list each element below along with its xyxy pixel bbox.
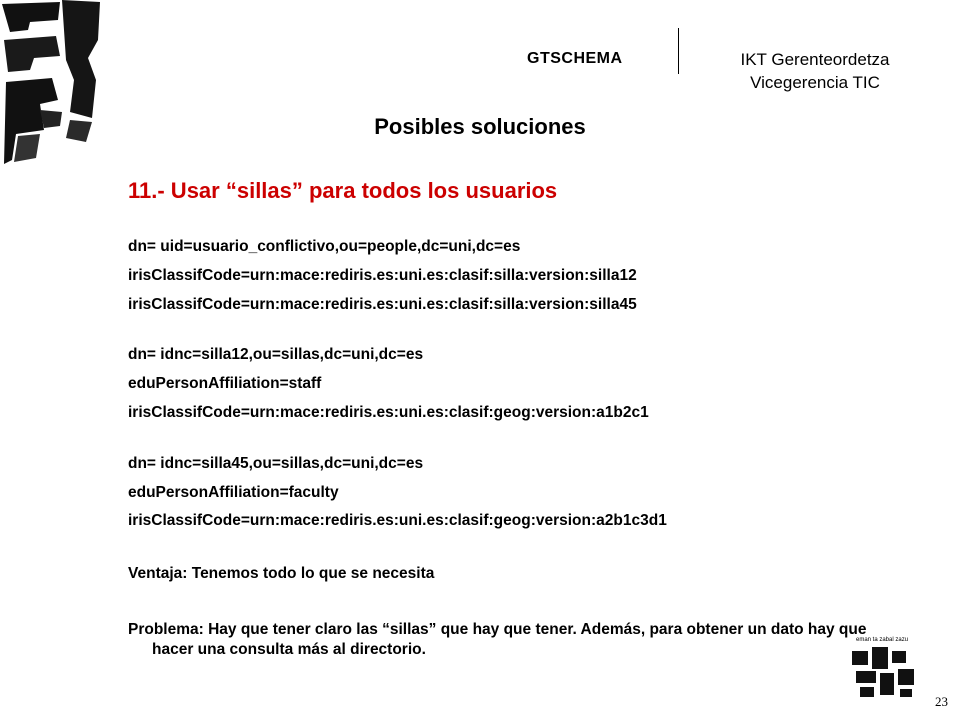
- header-org-line2: Vicegerencia TIC: [750, 73, 880, 92]
- header-organization: [700, 48, 930, 94]
- header-org-line1: IKT Gerenteordetza: [740, 50, 890, 69]
- header-divider: [678, 28, 679, 74]
- problem-paragraph: Problema: Hay que tener claro las “sillas” que hay que tener. Además, para obtener un dato hay que hacer una consulta más al directorio.: [128, 621, 867, 658]
- ldap-line: dn= uid=usuario_conflictivo,ou=people,dc=uni,dc=es: [128, 238, 521, 255]
- page-number: 23: [935, 694, 948, 709]
- advantage-line: Ventaja: Tenemos todo lo que se necesita: [128, 565, 435, 582]
- ldap-line: eduPersonAffiliation=staff: [128, 375, 322, 392]
- university-logo-icon: [848, 643, 920, 701]
- header-project-name: GTSCHEMA: [527, 50, 623, 67]
- ldap-line: irisClassifCode=urn:mace:rediris.es:uni.es:clasif:geog:version:a2b1c3d1: [128, 512, 667, 529]
- ldap-line: dn= idnc=silla45,ou=sillas,dc=uni,dc=es: [128, 455, 424, 472]
- ldap-line: irisClassifCode=urn:mace:rediris.es:uni.es:clasif:silla:version:silla45: [128, 296, 637, 313]
- ldap-line: irisClassifCode=urn:mace:rediris.es:uni.es:clasif:silla:version:silla12: [128, 267, 637, 284]
- ldap-line: irisClassifCode=urn:mace:rediris.es:uni.es:clasif:geog:version:a1b2c1: [128, 404, 649, 421]
- brush-logo-icon: [0, 0, 105, 170]
- ldap-line: eduPersonAffiliation=faculty: [128, 484, 339, 501]
- slide-subtitle: 11.- Usar “sillas” para todos los usuarios: [128, 178, 558, 203]
- ldap-line: dn= idnc=silla12,ou=sillas,dc=uni,dc=es: [128, 346, 424, 363]
- university-motto: eman ta zabal zazu: [856, 637, 909, 643]
- slide-title: Posibles soluciones: [374, 114, 586, 139]
